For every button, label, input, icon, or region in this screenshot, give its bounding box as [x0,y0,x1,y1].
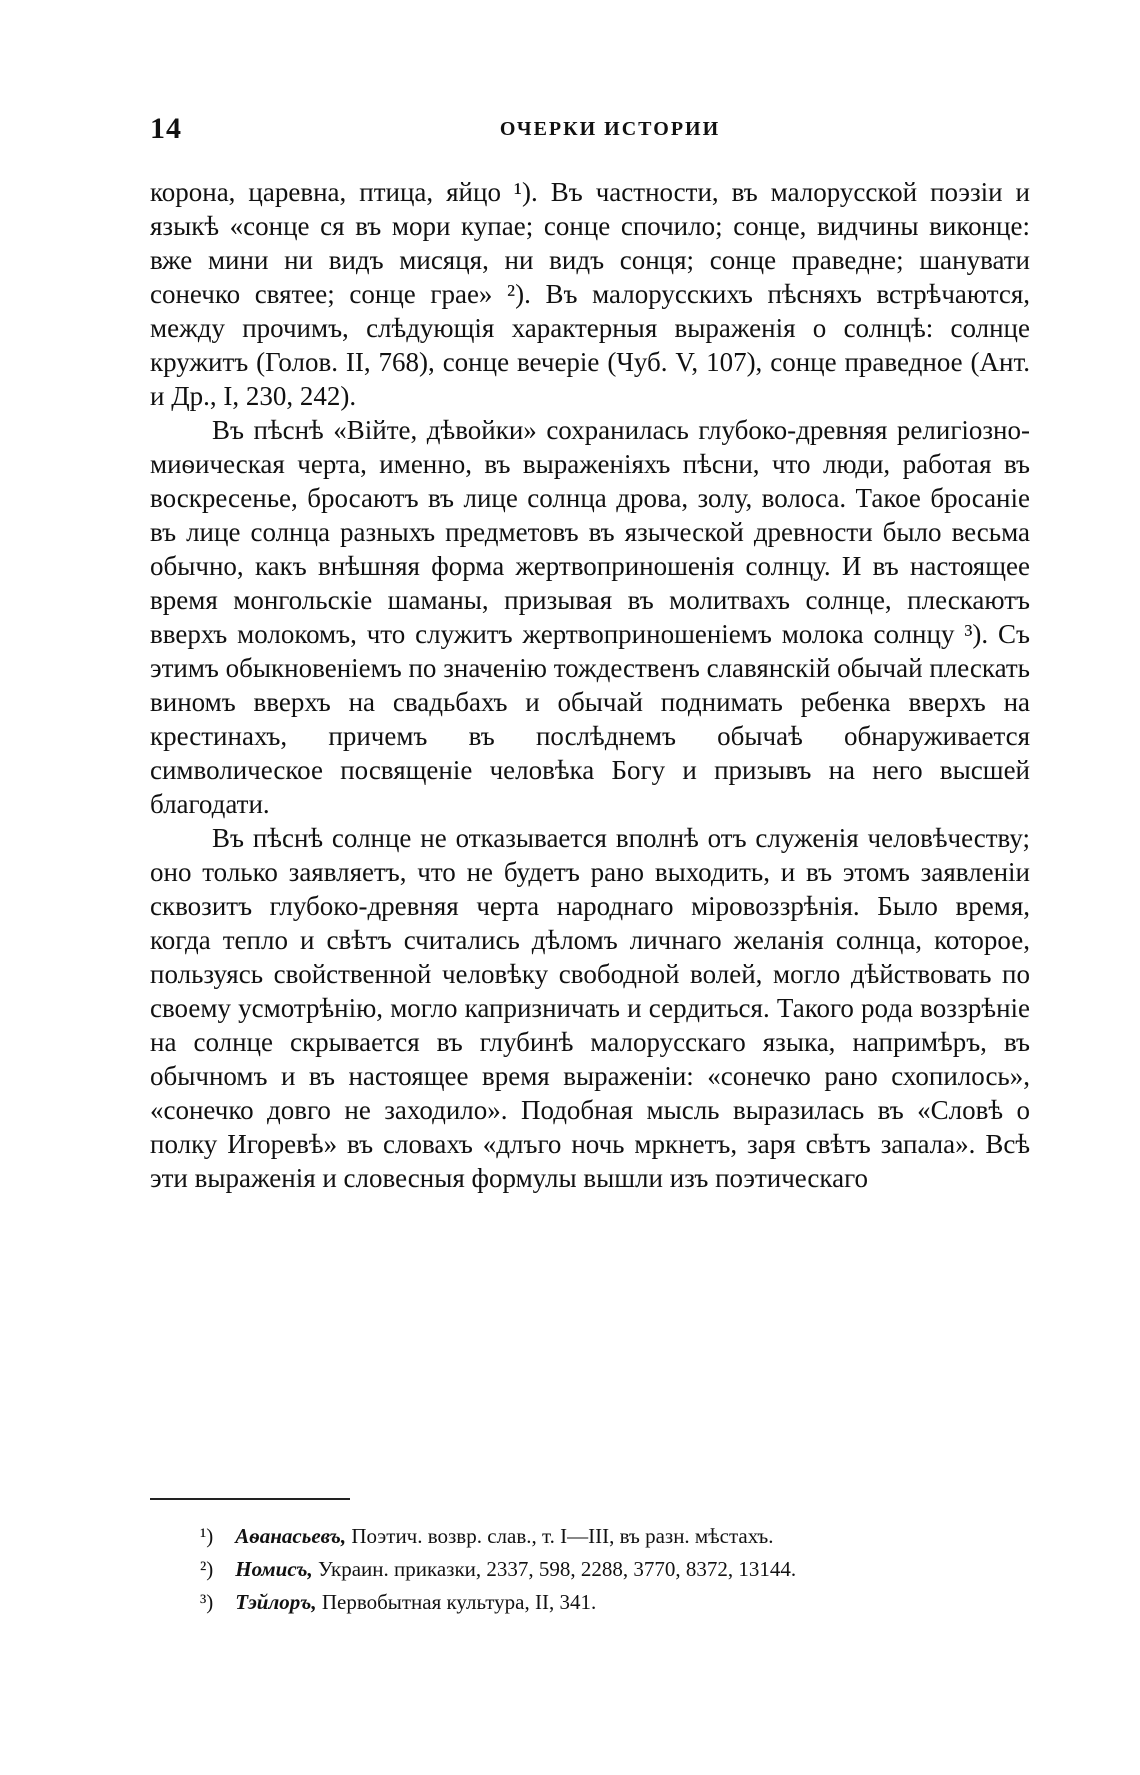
page-number: 14 [150,112,182,145]
paragraph-3: Въ пѣснѣ солнце не отказывается вполнѣ отъ служенія человѣчеству; оно только заявляетъ, что не будетъ рано выходить, и въ этомъ заявленіи сквозитъ глубоко-древняя черта народнаго міровоззрѣнія. Было время, когда тепло и свѣтъ считались дѣломъ личнаго желанія солнца, которое, пользуясь свойственной человѣку свободной волей, могло дѣйствовать по своему усмотрѣнію, могло капризничать и сердиться. Такого рода воззрѣніе на солнце скрывается въ глубинѣ малорусскаго языка, напримѣръ, въ обычномъ и въ настоящее время выраженіи: «сонечко рано схопилось», «сонечко довго не заходило». Подобная мысль выразилась въ «Словѣ о полку Игоревѣ» въ словахъ «длъго ночь мркнетъ, заря свѣтъ запала». Всѣ эти выраженія и словесныя формулы вышли изъ поэтическаго [150,823,1030,1193]
footnote-mark: ³) [200,1590,214,1614]
page-header [150,112,1030,152]
main-text [150,175,1030,1195]
footnote-author: Тэйлоръ, [235,1590,317,1614]
footnote-1 [200,1520,1020,1553]
footnote-text: Украин. приказки, 2337, 598, 2288, 3770, 8372, 13144. [317,1557,797,1581]
footnotes [200,1520,1020,1619]
paragraph-2: Въ пѣснѣ «Війте, дѣвойки» сохранилась глубоко-древняя религіозно-миѳическая черта, именно, въ выраженіяхъ пѣсни, что люди, работая въ воскресенье, бросаютъ въ лице солнца дрова, золу, волоса. Такое бросаніе въ лице солнца разныхъ предметовъ въ языческой древности было весьма обычно, какъ внѣшняя форма жертвоприношенія солнцу. И въ настоящее время монгольскіе шаманы, призывая въ молитвахъ солнце, плескаютъ вверхъ молокомъ, что служитъ жертвоприношеніемъ молока солнцу ³). Съ этимъ обыкновеніемъ по значенію тождественъ славянскій обычай плескать виномъ вверхъ на свадьбахъ и обычай поднимать ребенка вверхъ на крестинахъ, причемъ въ послѣднемъ обычаѣ обнаруживается символическое посвященіе человѣка Богу и призывъ на него высшей благодати. [150,415,1030,819]
paragraph-1: корона, царевна, птица, яйцо ¹). Въ частности, въ малорусской поэзіи и языкѣ «сонце ся въ мори купае; сонце спочило; сонце, видчины виконце: вже мини ни видъ мисяця, ни видъ сонця; сонце праведне; шанувати сонечко святее; сонце грае» ²). Въ малорусскихъ пѣсняхъ встрѣчаются, между прочимъ, слѣдующія характерныя выраженія о солнцѣ: солнце кружитъ (Голов. II, 768), сонце вечеріе (Чуб. V, 107), сонце праведное (Ант. и Др., I, 230, 242). [150,177,1030,411]
footnote-2 [200,1553,1020,1586]
footnote-3 [200,1586,1020,1619]
footnote-author: Номисъ, [235,1557,313,1581]
footnote-separator [150,1498,350,1500]
footnote-author: Аѳанасьевъ, [235,1524,347,1548]
footnote-text: Поэтич. возвр. слав., т. I—III, въ разн. мѣстахъ. [351,1524,774,1548]
footnote-text: Первобытная культура, II, 341. [321,1590,597,1614]
footnote-mark: ²) [200,1557,214,1581]
running-title: ОЧЕРКИ ИСТОРИИ [499,118,721,140]
footnote-mark: ¹) [200,1524,214,1548]
